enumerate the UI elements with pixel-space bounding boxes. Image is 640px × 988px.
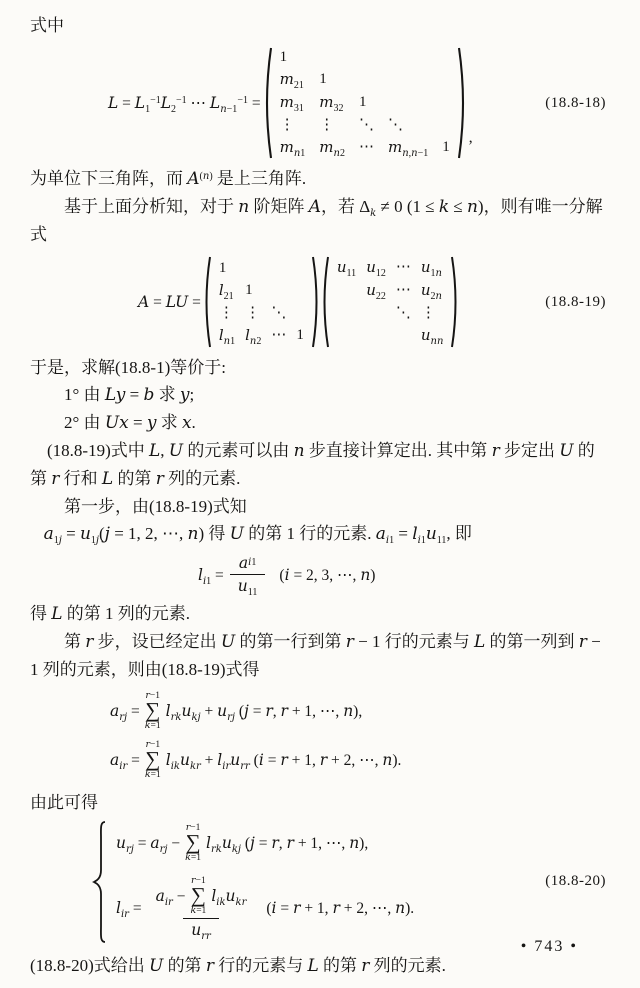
sum-lower-limit: k=1 <box>185 852 202 864</box>
matrix-cell <box>319 48 345 67</box>
equation-li1 <box>30 554 606 596</box>
matrix-cell: $m_{32}$ <box>319 93 344 114</box>
matrix-cell <box>366 304 386 323</box>
paragraph-first-row-elements: $a_{1j} = u_{1j}(j = 1$, 2, ⋯, n) 得 U 的第 1 行的元素. $a_{i1} = l_{i1}u_{11}$, 即 <box>43 524 472 546</box>
sum-upper-limit: r−1 <box>191 874 206 886</box>
matrix-cell <box>337 326 356 346</box>
paragraph-first-step: 第一步，由(18.8-19)式知 <box>64 497 247 516</box>
matrix-cell <box>442 70 450 90</box>
paragraph-thus-obtain: 由此可得 <box>30 792 98 812</box>
eq-lir-range: (i = r + 1, r + 2, ⋯, n). <box>266 898 415 917</box>
eq-lir-lhs: $l_{ir}$ = <box>116 898 142 920</box>
system-brace-left <box>92 820 108 944</box>
matrix-cell: ⋱ <box>387 117 403 133</box>
summation <box>145 691 161 732</box>
sum-lower-limit: k=1 <box>144 720 161 732</box>
eq-arj-rhs: $l_{rk}u_{kj} + u_{rj}$ (j = r, r + 1, ⋯, n), <box>165 701 363 723</box>
fraction-numerator <box>148 876 255 919</box>
matrix-cell: ⋮ <box>218 304 234 321</box>
matrix-cell: $m_{n,n-1}$ <box>387 138 429 159</box>
fraction-denominator: $u_{11}$ <box>230 574 266 596</box>
matrix-cell: ⋮ <box>279 117 295 133</box>
summation <box>190 876 206 917</box>
matrix-cell: 1 <box>218 259 227 276</box>
summation <box>145 740 161 781</box>
matrix-cell <box>442 93 450 113</box>
paragraph-step-r: 第 r 步，设已经定出 U 的第一行到第 r − 1 行的元素与 L 的第一列到 r − 1 列的元素，则由(18.8-19)式得 <box>30 632 601 679</box>
matrix-cell <box>337 281 356 301</box>
matrix-cell: 1 <box>296 326 304 343</box>
eq-urj-line <box>116 823 414 864</box>
matrix-cell <box>442 48 450 67</box>
eq-air-rhs: $l_{ik}u_{kr} + l_{ir}u_{rr}$ (i = r + 1, r + 2, ⋯, n). <box>165 750 402 772</box>
paragraph-equivalent: 于是，求解(18.8-1)等价于: <box>30 358 226 377</box>
matrix-cell <box>245 259 261 278</box>
numerator-post: $l_{ik}u_{kr}$ <box>211 886 247 908</box>
fraction-denominator: $u_{rr}$ <box>183 918 219 940</box>
matrix-cell <box>442 116 450 135</box>
matrix-cell: $l_{n1}$ <box>218 325 236 347</box>
matrix-cell: $u_{22}$ <box>366 281 386 302</box>
sigma-symbol: ∑ <box>190 883 206 908</box>
eq1819-L-cells <box>212 256 311 349</box>
sum-upper-limit: r−1 <box>145 690 161 701</box>
paragraph-lower-triangular: 为单位下三角阵，而 $A^{(n)}$ 是上三角阵. <box>30 169 307 189</box>
eq1819-U-cells <box>330 255 451 349</box>
matrix-cell: ⋱ <box>395 305 411 321</box>
equation-air <box>30 740 606 781</box>
matrix-cell: 1 <box>279 49 288 65</box>
eq-li1-range: (i = 2, 3, ⋯, n) <box>279 565 376 584</box>
paragraph-first-col-elements: 得 L 的第 1 列的元素. <box>30 604 191 624</box>
eq1818-matrix-cells <box>273 45 457 161</box>
matrix-cell <box>388 93 428 113</box>
sum-lower-limit: k=1 <box>190 905 207 916</box>
eq1819-U-matrix <box>319 254 462 350</box>
eq1819-lhs: A = LU = <box>138 292 201 311</box>
matrix-paren-left <box>201 254 212 350</box>
eq-urj-lhs: $u_{rj} = a_{rj}$ − <box>116 833 181 855</box>
matrix-paren-right <box>457 45 469 161</box>
eq1818-matrix <box>261 45 469 161</box>
matrix-cell: 1 <box>245 281 253 298</box>
eq1818-comma: , <box>468 129 473 146</box>
fraction <box>148 876 255 941</box>
matrix-cell <box>296 304 304 323</box>
matrix-cell: $u_{nn}$ <box>420 326 444 347</box>
eq-arj-lhs: $a_{rj}$ = <box>110 701 140 723</box>
summation <box>185 823 201 864</box>
numerator-pre: $a_{ir}$ − <box>155 886 186 908</box>
matrix-cell: $l_{21}$ <box>218 280 234 302</box>
sum-upper-limit: r−1 <box>145 738 161 750</box>
matrix-cell <box>296 259 304 278</box>
matrix-cell <box>271 281 286 301</box>
eq-li1-lhs: $l_{i1}$ = <box>198 565 224 587</box>
eq-urj-rhs: $l_{rk}u_{kj}$ (j = r, r + 1, ⋯, n), <box>206 833 369 855</box>
eq1819-L-matrix <box>201 254 322 350</box>
fraction <box>230 554 266 596</box>
fraction-numerator: a i1 <box>238 554 257 572</box>
matrix-cell: 1 <box>442 139 450 155</box>
matrix-cell: $u_{11}$ <box>336 258 357 279</box>
sigma-symbol: ∑ <box>145 698 161 723</box>
equation-18-8-20 <box>92 820 606 944</box>
eq1818-label: (18.8-18) <box>545 94 606 111</box>
matrix-cell: ⋱ <box>358 117 374 133</box>
matrix-cell: ⋯ <box>395 259 411 275</box>
matrix-cell: ⋯ <box>271 326 287 343</box>
system-lines <box>116 823 414 941</box>
matrix-cell: $m_{n1}$ <box>279 138 306 159</box>
step-1-line: 1° 由 Ly = b 求 y; <box>64 385 195 405</box>
equation-arj <box>30 691 606 732</box>
matrix-paren-left <box>319 254 330 350</box>
matrix-paren-right <box>450 254 461 350</box>
matrix-cell <box>359 48 374 67</box>
matrix-cell: $m_{31}$ <box>279 93 304 114</box>
matrix-cell: $m_{21}$ <box>279 70 304 91</box>
paragraph-n-steps: (18.8-19)式中 L, U 的元素可以由 n 步直接计算定出. 其中第 r 步定出 U 的第 r 行和 L 的第 r 列的元素. <box>30 441 595 489</box>
eq1818-lhs: $L = L_1^{-1}L_2^{-1}$ ⋯ $L_{n-1}^{-1}$ = <box>108 93 261 115</box>
matrix-cell: 1 <box>319 71 327 87</box>
matrix-paren-left <box>261 45 273 161</box>
sum-lower-limit: k=1 <box>144 769 161 781</box>
paragraph-conclusion: (18.8-20)式给出 U 的第 r 行的元素与 L 的第 r 列的元素. <box>30 955 446 976</box>
page-number: • 743 • <box>520 938 578 955</box>
matrix-cell: ⋮ <box>245 304 261 321</box>
sigma-symbol: ∑ <box>185 830 201 855</box>
matrix-cell <box>337 304 356 323</box>
matrix-cell: ⋯ <box>395 282 411 298</box>
matrix-cell: ⋯ <box>358 139 374 155</box>
matrix-cell <box>359 70 374 90</box>
equation-18-8-18 <box>30 45 606 161</box>
eq2020-label: (18.8-20) <box>545 873 606 890</box>
matrix-cell <box>366 326 386 346</box>
matrix-cell <box>388 70 428 90</box>
matrix-cell: $m_{n2}$ <box>319 138 345 159</box>
matrix-cell: $u_{2n}$ <box>420 281 442 302</box>
sigma-symbol: ∑ <box>145 747 161 772</box>
equation-18-8-19 <box>30 254 606 350</box>
matrix-cell <box>396 326 411 346</box>
matrix-cell <box>296 281 304 301</box>
matrix-cell: ⋮ <box>319 117 335 133</box>
matrix-cell: $u_{12}$ <box>366 258 386 279</box>
paragraph-unique-decomposition: 基于上面分析知，对于 n 阶矩阵 A，若 $\Delta_k \ne 0$ (1 ≤ k ≤ n)，则有唯一分解式 <box>30 197 603 244</box>
step-2-line: 2° 由 Ux = y 求 x. <box>64 413 196 433</box>
matrix-cell: ⋱ <box>271 304 287 321</box>
eq-lir-line <box>116 876 414 941</box>
eq-air-lhs: $a_{ir}$ = <box>110 750 140 772</box>
matrix-cell: ⋮ <box>420 305 436 321</box>
matrix-cell: 1 <box>358 94 367 110</box>
matrix-cell <box>271 259 286 278</box>
matrix-cell: $l_{n2}$ <box>245 325 262 347</box>
eq1819-label: (18.8-19) <box>545 293 606 310</box>
intro-text: 式中 <box>30 16 64 35</box>
sum-upper-limit: r−1 <box>185 821 201 833</box>
matrix-cell: $u_{1n}$ <box>420 258 442 279</box>
matrix-cell <box>388 48 428 67</box>
